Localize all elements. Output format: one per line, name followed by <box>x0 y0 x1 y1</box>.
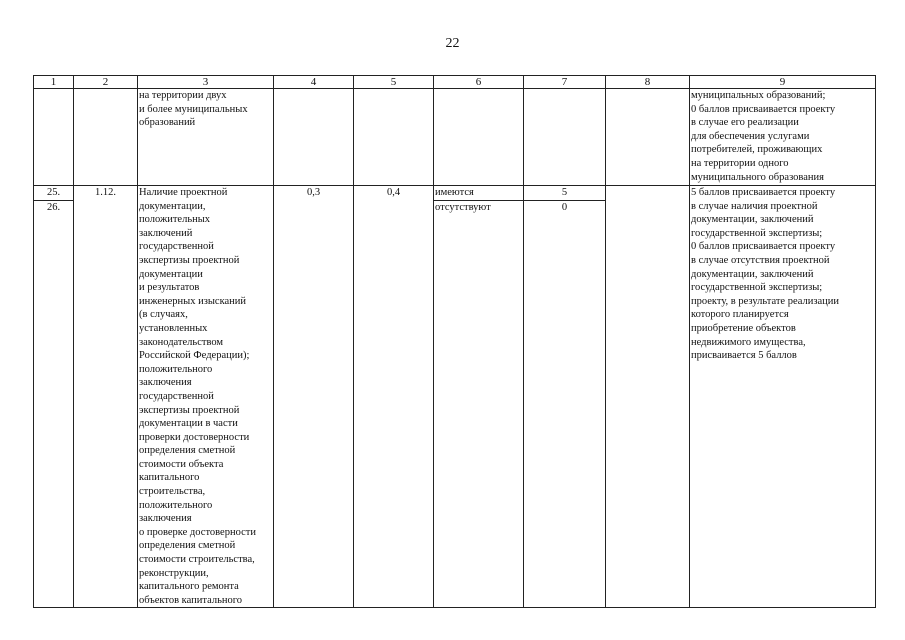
scoring-rule-continued: муниципальных образований; 0 баллов присваивается проекту в случае его реализации для обеспечения услугами потребителей, проживающих на территории одного муниципального образования <box>690 89 876 186</box>
table-header-row <box>34 76 876 89</box>
score-value: 0 <box>524 200 606 608</box>
option-text: имеются <box>434 186 524 201</box>
header-cell: 7 <box>524 76 606 89</box>
table-row-25 <box>34 186 876 201</box>
cell-empty <box>606 186 690 608</box>
criterion-text-continued: на территории двух и более муниципальных образований <box>138 89 274 186</box>
criterion-code: 1.12. <box>74 186 138 608</box>
criteria-table <box>33 75 876 608</box>
score-value: 5 <box>524 186 606 201</box>
header-cell: 5 <box>354 76 434 89</box>
cell-empty <box>354 89 434 186</box>
cell-empty <box>74 89 138 186</box>
header-cell: 4 <box>274 76 354 89</box>
row-number: 25. <box>34 186 74 201</box>
header-cell: 2 <box>74 76 138 89</box>
cell-empty <box>606 89 690 186</box>
header-cell: 3 <box>138 76 274 89</box>
weight-value: 0,3 <box>274 186 354 608</box>
row-number: 26. <box>34 200 74 608</box>
cell-empty <box>274 89 354 186</box>
option-text: отсутствуют <box>434 200 524 608</box>
header-cell: 6 <box>434 76 524 89</box>
page-number: 22 <box>445 36 460 51</box>
table-row-continued <box>34 89 876 186</box>
cell-empty <box>524 89 606 186</box>
cell-empty <box>434 89 524 186</box>
criterion-text: Наличие проектной документации, положительных заключений государственной экспертизы проектной документации и результатов инженерных изысканий (в случаях, установленных законодательством Российской Федерации); положительного заключения государственной экспертизы проектной документации в части проверки достоверности определения сметной стоимости объекта капитального строительства, положительного заключения о проверке достоверности определения сметной стоимости строительства, реконструкции, капитального ремонта объектов капитального <box>138 186 274 608</box>
header-cell: 9 <box>690 76 876 89</box>
cell-empty <box>34 89 74 186</box>
header-cell: 8 <box>606 76 690 89</box>
scoring-rule: 5 баллов присваивается проекту в случае наличия проектной документации, заключений государственной экспертизы; 0 баллов присваивается проекту в случае отсутствия проектной документации, заключений государственной экспертизы; проекту, в результате реализации которого планируется приобретение объектов недвижимого имущества, присваивается 5 баллов <box>690 186 876 608</box>
header-cell: 1 <box>34 76 74 89</box>
coefficient-value: 0,4 <box>354 186 434 608</box>
